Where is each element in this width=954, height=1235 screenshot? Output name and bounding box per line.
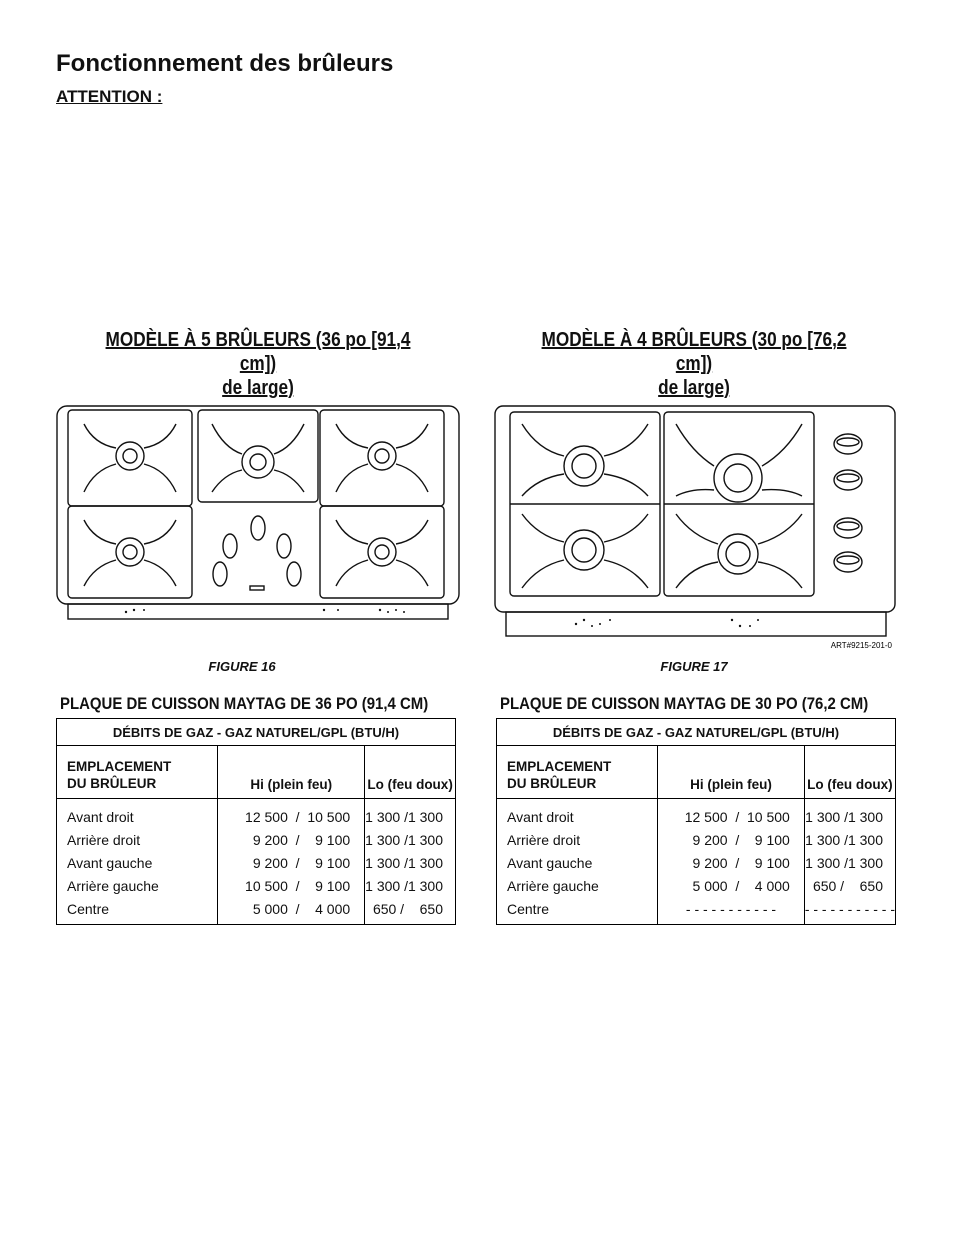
table-row: Centre - - - - - - - - - - - - - - - - - - - - - - bbox=[497, 897, 896, 925]
table-row: Arrière droit 9 200 / 9 100 1 300 /1 300 bbox=[497, 828, 896, 851]
model-5-burner-title-line2: de large) bbox=[222, 377, 294, 399]
table-row: Avant droit 12 500 / 10 500 1 300 /1 300 bbox=[57, 799, 456, 829]
model-4-burner-title bbox=[522, 328, 866, 400]
model-5-burner-title-line1: MODÈLE À 5 BRÛLEURS (36 po [91,4 cm]) bbox=[105, 329, 411, 375]
table-row: Arrière droit 9 200 / 9 100 1 300 /1 300 bbox=[57, 828, 456, 851]
table-row: Avant gauche 9 200 / 9 100 1 300 /1 300 bbox=[497, 851, 896, 874]
col-header-hi: Hi (plein feu) bbox=[658, 746, 805, 799]
col-header-hi: Hi (plein feu) bbox=[218, 746, 365, 799]
attention-heading: ATTENTION : bbox=[56, 87, 163, 106]
figure-16-label: FIGURE 16 bbox=[208, 659, 276, 674]
model-4-burner-title-line2: de large) bbox=[658, 377, 730, 399]
cooktop-5-burner-illustration bbox=[54, 404, 462, 622]
gas-rate-table-30 bbox=[496, 718, 896, 925]
table-row: Arrière gauche 5 000 / 4 000 650 / 650 bbox=[497, 874, 896, 897]
model-4-burner-title-line1: MODÈLE À 4 BRÛLEURS (30 po [76,2 cm]) bbox=[541, 329, 847, 375]
cooktop-4-burner-illustration bbox=[492, 404, 898, 650]
col-header-lo: Lo (feu doux) bbox=[365, 746, 456, 799]
col-header-location: EMPLACEMENT DU BRÛLEUR bbox=[497, 746, 658, 799]
gas-rate-table-36 bbox=[56, 718, 456, 925]
plate-36-title: PLAQUE DE CUISSON MAYTAG DE 36 PO (91,4 CM) bbox=[60, 694, 429, 713]
table-row: Avant gauche 9 200 / 9 100 1 300 /1 300 bbox=[57, 851, 456, 874]
table-row: Arrière gauche 10 500 / 9 100 1 300 /1 300 bbox=[57, 874, 456, 897]
page-title: Fonctionnement des brûleurs bbox=[56, 50, 394, 77]
table-row: Avant droit 12 500 / 10 500 1 300 /1 300 bbox=[497, 799, 896, 829]
art-code: ART#9215-201-0 bbox=[830, 641, 892, 650]
table-row: Centre 5 000 / 4 000 650 / 650 bbox=[57, 897, 456, 925]
plate-30-title: PLAQUE DE CUISSON MAYTAG DE 30 PO (76,2 CM) bbox=[500, 694, 869, 713]
table-caption: DÉBITS DE GAZ - GAZ NATUREL/GPL (BTU/H) bbox=[497, 719, 896, 746]
col-header-location: EMPLACEMENT DU BRÛLEUR bbox=[57, 746, 218, 799]
model-5-burner-title bbox=[86, 328, 430, 400]
table-caption: DÉBITS DE GAZ - GAZ NATUREL/GPL (BTU/H) bbox=[57, 719, 456, 746]
figure-17-label: FIGURE 17 bbox=[660, 659, 728, 674]
col-header-lo: Lo (feu doux) bbox=[804, 746, 895, 799]
